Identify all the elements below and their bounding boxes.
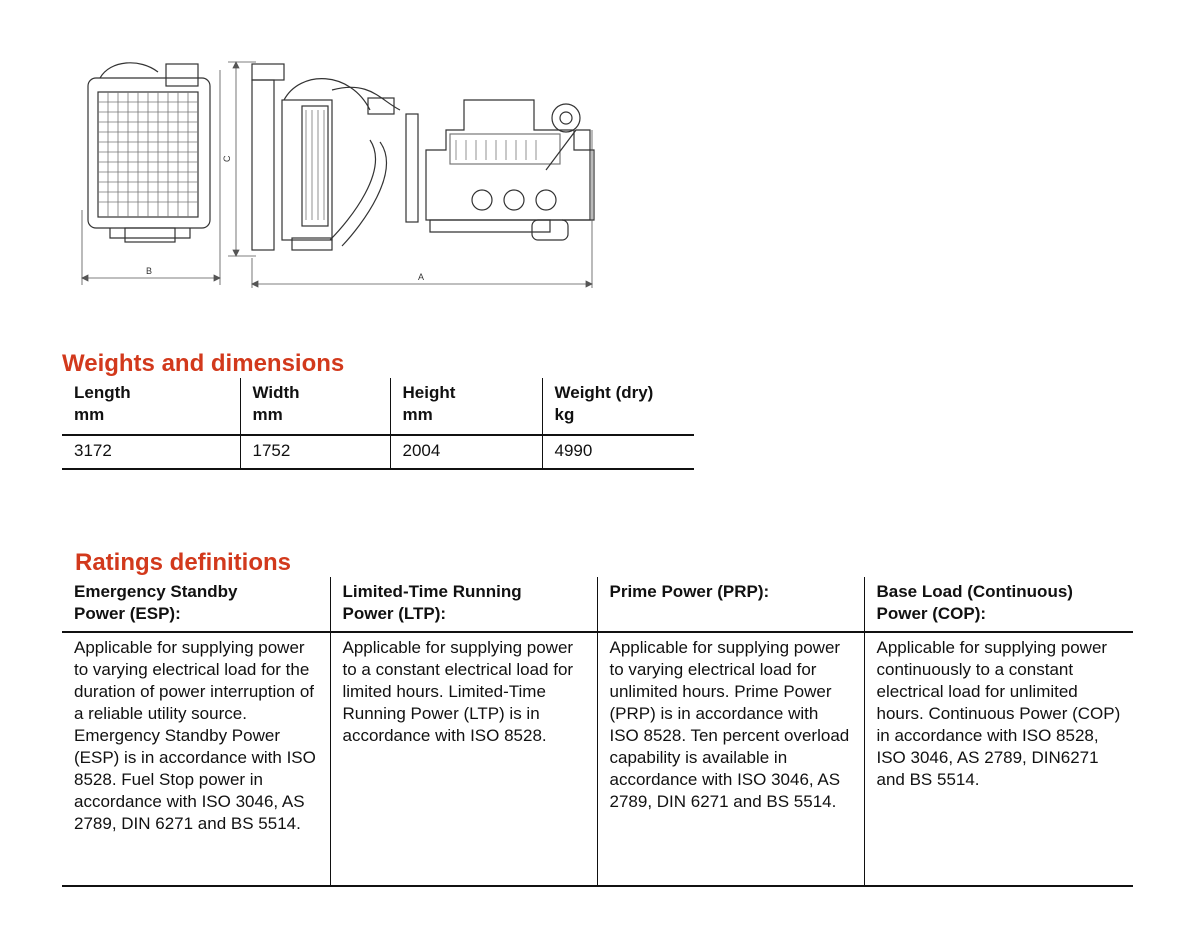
ratings-section-title: Ratings definitions (75, 549, 291, 576)
ratings-definitions-table (62, 577, 1133, 887)
dimension-label-a: A (418, 272, 425, 282)
side-view-radiator (252, 64, 400, 250)
cell-weight: 4990 (542, 435, 694, 469)
weights-section-title: Weights and dimensions (62, 350, 345, 377)
definition-esp: Applicable for supplying power to varying electrical load for the duration of power interruption of a reliable utility source. Emergency Standby Power (ESP) is in accordance with ISO 8528. Fuel Stop power in accordance with ISO 3046, AS 2789, DIN 6271 and BS 5514. (62, 632, 330, 886)
definition-ltp: Applicable for supplying power to a constant electrical load for limited hours. Limited-Time Running Power (LTP) is in accordance with ISO 8528. (330, 632, 597, 886)
front-view-radiator (88, 63, 210, 242)
definition-prp: Applicable for supplying power to varying electrical load for unlimited hours. Prime Power (PRP) is in accordance with ISO 8528. Ten percent overload capability is available in accordance with ISO 3046, AS 2789, DIN 6271 and BS 5514. (597, 632, 864, 886)
column-header-height: Height mm (390, 378, 542, 435)
table-header-row (62, 577, 1133, 632)
weights-dimensions-table (62, 378, 694, 470)
table-header-row (62, 378, 694, 435)
column-header-length: Length mm (62, 378, 240, 435)
dimension-label-c: C (222, 155, 232, 162)
definition-cop: Applicable for supplying power continuously to a constant electrical load for unlimited hours. Continuous Power (COP) in accordance with ISO 8528, ISO 3046, AS 2789, DIN6271 and BS 5514. (864, 632, 1133, 886)
column-header-width: Width mm (240, 378, 390, 435)
dimension-label-b: B (146, 266, 153, 276)
column-header-prp: Prime Power (PRP): (597, 577, 864, 632)
cell-length: 3172 (62, 435, 240, 469)
cell-width: 1752 (240, 435, 390, 469)
column-header-ltp: Limited-Time Running Power (LTP): (330, 577, 597, 632)
column-header-esp: Emergency Standby Power (ESP): (62, 577, 330, 632)
column-header-weight: Weight (dry) kg (542, 378, 694, 435)
column-header-cop: Base Load (Continuous) Power (COP): (864, 577, 1133, 632)
side-view-engine (426, 100, 594, 240)
table-row (62, 632, 1133, 886)
flywheel-plate (406, 114, 418, 222)
engine-dimension-drawing (70, 50, 610, 300)
table-row (62, 435, 694, 469)
cell-height: 2004 (390, 435, 542, 469)
